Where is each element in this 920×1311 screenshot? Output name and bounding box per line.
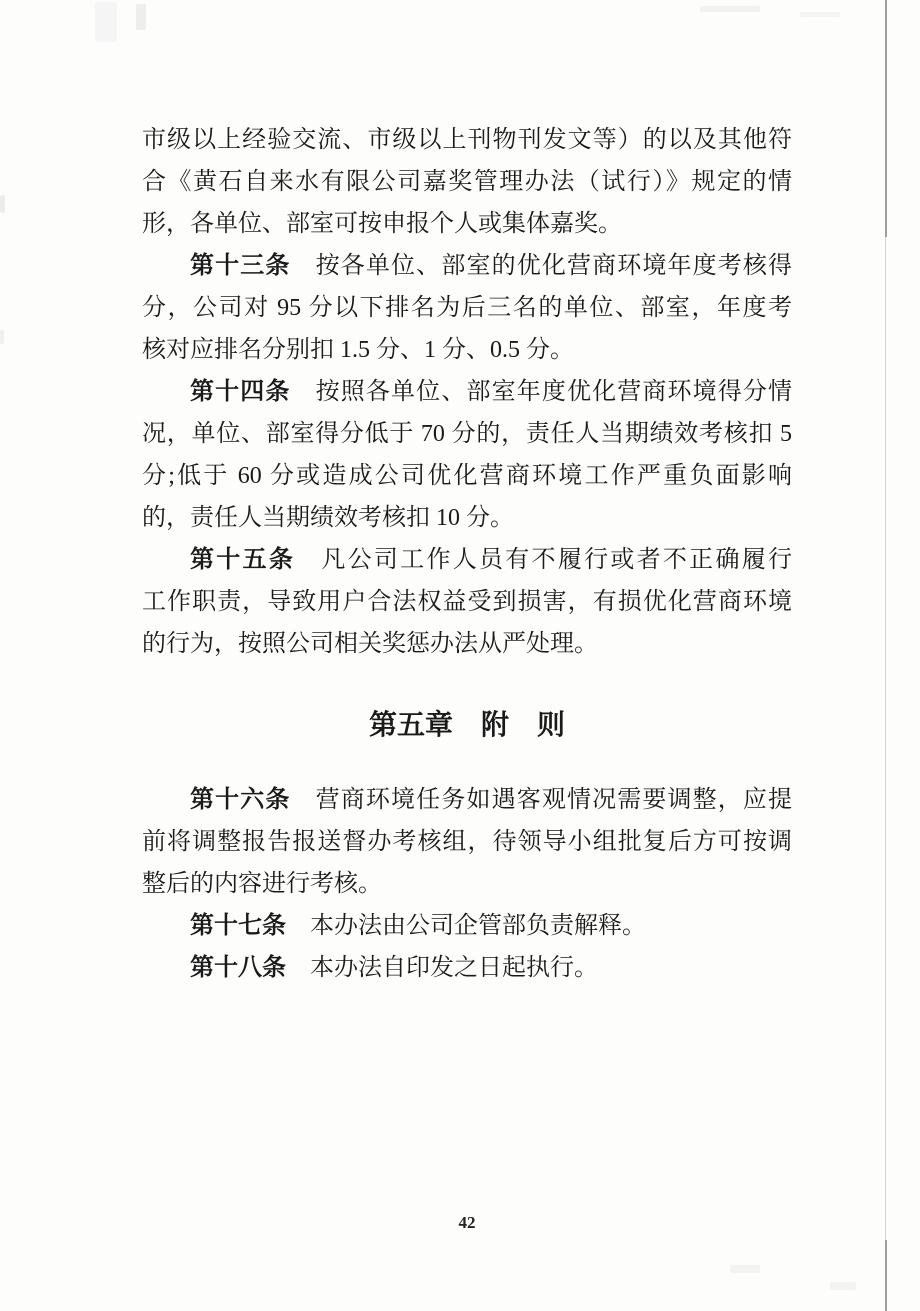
text-line (142, 371, 792, 413)
text-line (142, 947, 792, 989)
article-text: 按各单位、部室的优化营商环境年度考核得 (290, 253, 793, 279)
scan-line-artifact (885, 237, 886, 1240)
text-line: 分，公司对 95 分以下排名为后三名的单位、部室，年度考 (142, 295, 792, 321)
article-number: 第十三条 (190, 253, 291, 279)
text-line (142, 245, 792, 287)
scan-line-artifact (885, 1240, 887, 1311)
scan-speck-artifact (95, 2, 117, 42)
document-body (142, 119, 792, 989)
paragraph (142, 119, 792, 245)
scan-speck-artifact (800, 12, 840, 17)
article-number: 第十四条 (190, 379, 291, 405)
chapter-heading: 第五章 附 则 (368, 710, 565, 741)
scan-speck-artifact (730, 1265, 760, 1273)
paragraph (142, 539, 792, 665)
article-number: 第十六条 (190, 787, 291, 813)
paragraph (142, 779, 792, 905)
text-line: 的行为，按照公司相关奖惩办法从严处理。 (142, 631, 598, 657)
text-line (142, 539, 792, 581)
text-line: 工作职责，导致用户合法权益受到损害，有损优化营商环境 (142, 589, 792, 615)
text-line: 核对应排名分别扣 1.5 分、1 分、0.5 分。 (142, 337, 574, 363)
page-number: 42 (458, 1213, 476, 1232)
text-line: 市级以上经验交流、市级以上刊物刊发文等）的以及其他符 (142, 127, 792, 153)
article-text: 本办法由公司企管部负责解释。 (286, 913, 646, 939)
scan-speck-artifact (700, 6, 760, 12)
paragraph (142, 245, 792, 371)
text-line: 整后的内容进行考核。 (142, 871, 382, 897)
article-text: 凡公司工作人员有不履行或者不正确履行 (295, 547, 793, 573)
text-line (142, 905, 792, 947)
text-line: 分;低于 60 分或造成公司优化营商环境工作严重负面影响 (142, 463, 792, 489)
scan-speck-artifact (0, 195, 5, 213)
article-number: 第十五条 (190, 547, 296, 573)
article-number: 第十八条 (190, 955, 286, 981)
article-text: 营商环境任务如遇客观情况需要调整，应提 (290, 787, 793, 813)
text-line: 形，各单位、部室可按申报个人或集体嘉奖。 (142, 211, 622, 237)
text-line: 前将调整报告报送督办考核组，待领导小组批复后方可按调 (142, 829, 792, 855)
text-line: 的，责任人当期绩效考核扣 10 分。 (142, 505, 514, 531)
paragraph (142, 905, 792, 947)
scan-line-artifact (885, 0, 887, 237)
article-number: 第十七条 (190, 913, 286, 939)
text-line: 况，单位、部室得分低于 70 分的，责任人当期绩效考核扣 5 (142, 421, 792, 447)
text-line (142, 779, 792, 821)
text-line: 合《黄石自来水有限公司嘉奖管理办法（试行）》规定的情 (142, 169, 792, 195)
paragraph (142, 947, 792, 989)
paragraph (142, 371, 792, 539)
scan-speck-artifact (830, 1282, 856, 1290)
article-text: 本办法自印发之日起执行。 (286, 955, 598, 981)
scan-speck-artifact (136, 4, 146, 30)
scan-speck-artifact (0, 330, 4, 344)
article-text: 按照各单位、部室年度优化营商环境得分情 (290, 379, 793, 405)
